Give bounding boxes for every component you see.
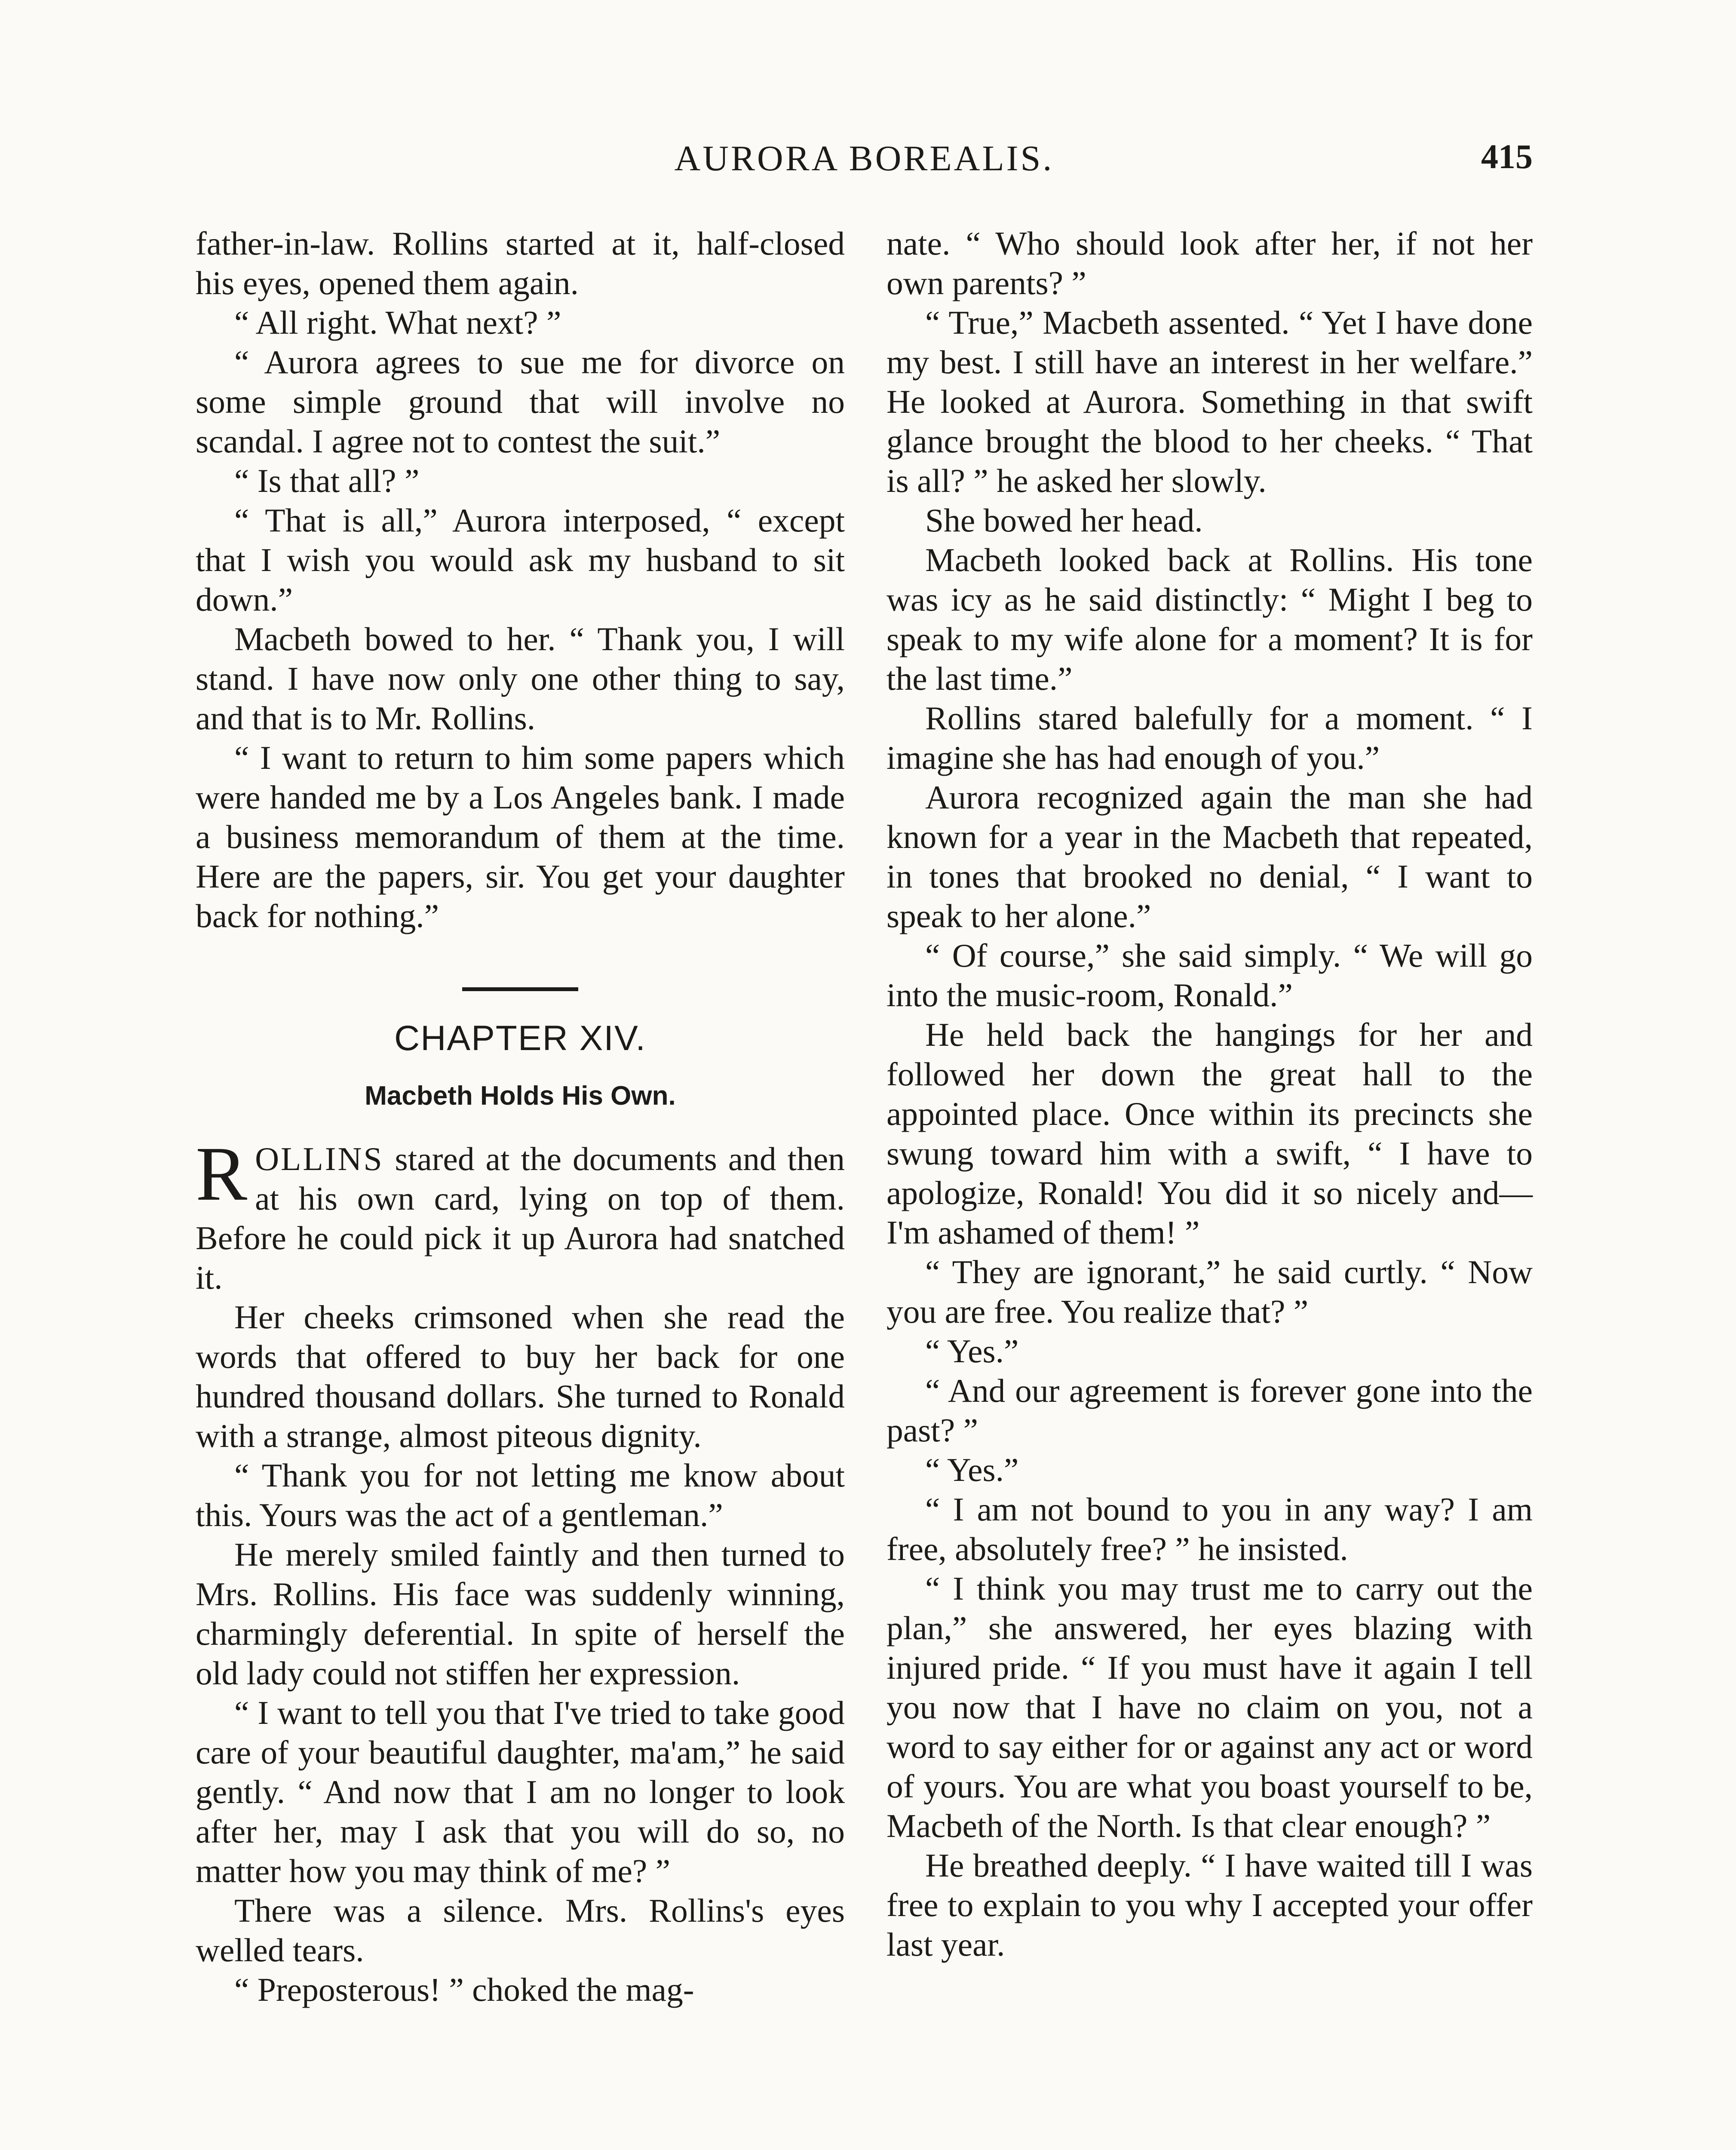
- paragraph: nate. “ Who should look after her, if not her own parents? ”: [886, 225, 1533, 301]
- chapter-title: CHAPTER XIV.: [394, 1019, 647, 1058]
- paragraph: “ And our agreement is forever gone into the past? ”: [886, 1372, 1533, 1449]
- paragraph: She bowed her head.: [925, 502, 1203, 539]
- left-column: [196, 224, 845, 2009]
- paragraph: “ I want to tell you that I've tried to take good care of your beautiful daughter, ma'am,” he said gently. “ And now that I am no longer to look after her, may I ask that you will do so, no matter how you may think of me? ”: [196, 1694, 845, 1889]
- paragraph: “ Yes.”: [925, 1333, 1019, 1370]
- paragraph: Aurora recognized again the man she had known for a year in the Macbeth that repeated, in tones that brooked no denial, “ I want to speak to her alone.”: [886, 779, 1533, 934]
- paragraph: “ I want to return to him some papers which were handed me by a Los Angeles bank. I made a business memorandum of them at the time. Here are the papers, sir. You get your daughter back for nothing.”: [196, 739, 845, 934]
- paragraph: “ That is all,” Aurora interposed, “ except that I wish you would ask my husband to sit down.”: [196, 502, 845, 618]
- paragraph: father-in-law. Rollins started at it, half-closed his eyes, opened them again.: [196, 225, 845, 301]
- running-header: [196, 138, 1533, 185]
- paragraph: “ They are ignorant,” he said curtly. “ Now you are free. You realize that? ”: [886, 1253, 1533, 1330]
- paragraph: “ Is that all? ”: [234, 462, 420, 499]
- paragraph: “ True,” Macbeth assented. “ Yet I have done my best. I still have an interest in her welfare.” He looked at Aurora. Something in that swift glance brought the blood to her cheeks. “ That is all? ” he asked her slowly.: [886, 304, 1533, 499]
- paragraph: “ I am not bound to you in any way? I am free, absolutely free? ” he insisted.: [886, 1491, 1533, 1567]
- paragraph: “ I think you may trust me to carry out the plan,” she answered, her eyes blazing with injured pride. “ If you must have it again I tell you now that I have no claim on you, not a word to say either for or against any act or word of yours. You are what you boast yourself to be, Macbeth of the North. Is that clear enough? ”: [886, 1570, 1533, 1844]
- paragraph: “ All right. What next? ”: [234, 304, 561, 341]
- paragraph: He held back the hangings for her and followed her down the great hall to the appointed place. Once within its precincts she swung toward him with a swift, “ I have to apologize, Ronald! You did it so nicely and— I'm ashamed of them! ”: [886, 1016, 1533, 1251]
- paragraph: He merely smiled faintly and then turned to Mrs. Rollins. His face was suddenly winning, charmingly deferential. In spite of herself the old lady could not stiffen her expression.: [196, 1536, 845, 1692]
- right-column-text: [886, 224, 1533, 1964]
- left-column-text-before-chapter: [196, 224, 845, 936]
- right-column: [886, 224, 1533, 1964]
- chapter-opening-paragraph: [196, 1131, 845, 1297]
- left-column-text-after-chapter: [196, 1297, 845, 2009]
- paragraph: “ Preposterous! ” choked the mag-: [234, 1971, 694, 2008]
- paragraph: “ Of course,” she said simply. “ We will go into the music-room, Ronald.”: [886, 937, 1533, 1014]
- paragraph: Her cheeks crimsoned when she read the words that offered to buy her back for one hundred thousand dollars. She turned to Ronald with a strange, almost piteous dignity.: [196, 1299, 845, 1454]
- paragraph: “ Thank you for not letting me know about this. Yours was the act of a gentleman.”: [196, 1457, 845, 1533]
- paragraph: Macbeth bowed to her. “ Thank you, I will stand. I have now only one other thing to say, and that is to Mr. Rollins.: [196, 620, 845, 737]
- paragraph: “ Yes.”: [925, 1451, 1019, 1488]
- opening-paragraph-text: stared at the documents and then at his own card, lying on top of them. Before he could pick it up Aurora had snatched it.: [196, 1140, 845, 1296]
- section-rule: [462, 987, 578, 991]
- paragraph: Macbeth looked back at Rollins. His tone was icy as he said distinctly: “ Might I beg to speak to my wife alone for a moment? It is for the last time.”: [886, 541, 1533, 697]
- paragraph: “ Aurora agrees to sue me for divorce on some simple ground that will involve no scandal. I agree not to contest the suit.”: [196, 344, 845, 460]
- drop-cap: R: [196, 1131, 248, 1216]
- page-number: 415: [1481, 138, 1533, 176]
- paragraph: He breathed deeply. “ I have waited till I was free to explain to you why I accepted your offer last year.: [886, 1847, 1533, 1963]
- paragraph: There was a silence. Mrs. Rollins's eyes welled tears.: [196, 1892, 845, 1969]
- paragraph: Rollins stared balefully for a moment. “ I imagine she has had enough of you.”: [886, 700, 1533, 776]
- chapter-subtitle: Macbeth Holds His Own.: [365, 1081, 676, 1111]
- running-title: AURORA BOREALIS.: [674, 138, 1054, 178]
- opening-word: OLLINS: [255, 1140, 384, 1177]
